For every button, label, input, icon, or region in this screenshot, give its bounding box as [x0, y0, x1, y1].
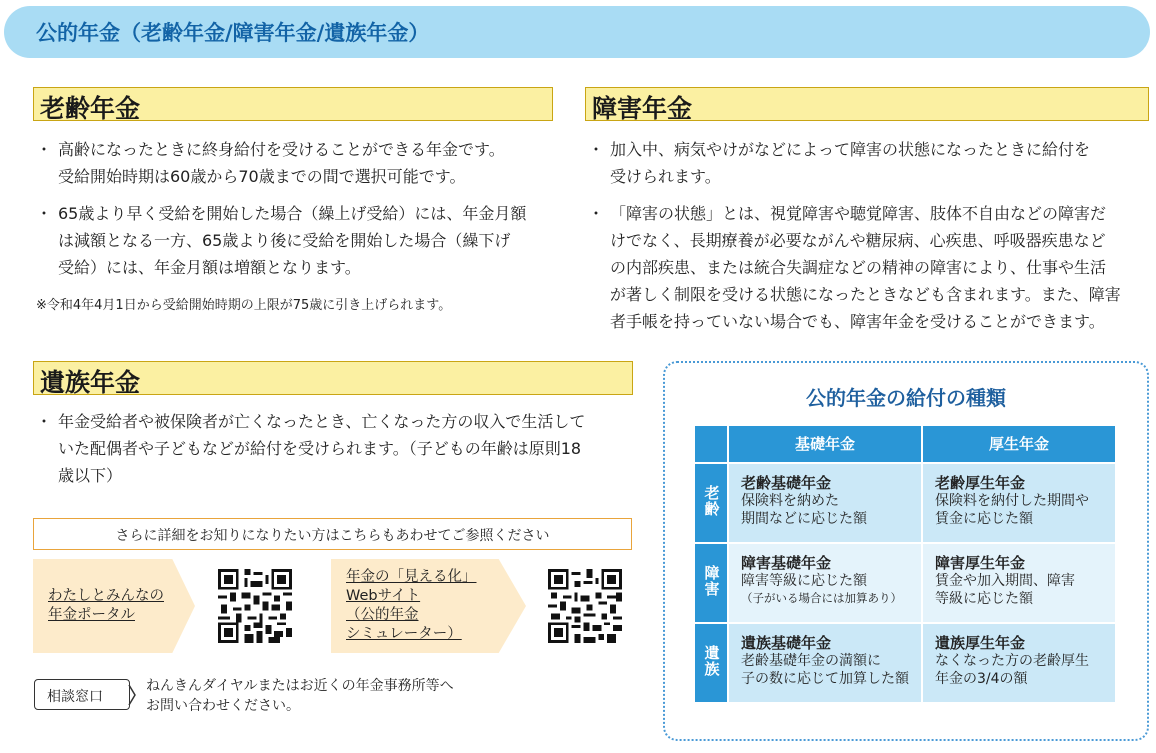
bullet-line: 高齢になったときに終身給付を受けることができる年金です。 — [58, 140, 505, 159]
consult-description — [146, 676, 454, 716]
table-cell-basic-survivor — [729, 624, 921, 702]
bullet-dot: ・ — [36, 204, 53, 223]
bullet-dot: ・ — [36, 412, 53, 431]
consult-line: ねんきんダイヤルまたはお近くの年金事務所等へ — [146, 678, 454, 694]
bullet-dot: ・ — [36, 140, 53, 159]
benefit-name: 障害基礎年金 — [741, 554, 832, 572]
link-pension-simulator[interactable] — [346, 568, 477, 644]
link-line: 年金の「見える化」 — [346, 569, 477, 585]
benefit-desc: 保険料を納めた — [741, 493, 839, 509]
benefits-table — [693, 424, 1117, 704]
bullet-line: いた配偶者や子どもなどが給付を受けられます。（子どもの年齢は原則18 — [58, 439, 582, 458]
benefit-name: 遺族厚生年金 — [935, 634, 1026, 652]
section-heading-label: 老齢年金 — [40, 94, 141, 123]
benefit-desc: 保険料を納付した期間や — [935, 493, 1089, 509]
bullet-line: 歳以下） — [58, 466, 123, 485]
bullet-line: 受給開始時期は60歳から70歳までの間で選択可能です。 — [58, 167, 466, 186]
old-age-note: ※令和4年4月1日から受給開始時期の上限が75歳に引き上げられます。 — [36, 298, 452, 313]
benefit-name: 遺族基礎年金 — [741, 634, 832, 652]
more-info-banner — [33, 518, 632, 550]
consult-line: お問い合わせください。 — [146, 698, 300, 714]
arrow-right-icon — [127, 683, 137, 707]
qr-code-icon[interactable] — [548, 569, 622, 643]
table-header-row — [695, 426, 1115, 462]
bullet-line: の内部疾患、または統合失調症などの精神の障害により、仕事や生活 — [610, 258, 1107, 277]
page-title: 公的年金（老齢年金/障害年金/遺族年金） — [36, 21, 430, 45]
link-line: （公的年金 — [346, 607, 419, 623]
bullet-line: 65歳より早く受給を開始した場合（繰上げ受給）には、年金月額 — [58, 204, 527, 223]
old-age-bullet-1 — [36, 136, 566, 190]
link-line: シミュレーター） — [346, 626, 462, 642]
row-header-disability: 障害 — [695, 544, 727, 622]
disability-bullet-1 — [588, 136, 1148, 190]
table-row — [695, 544, 1115, 622]
section-heading-label: 遺族年金 — [40, 368, 141, 397]
row-header-old-age: 老齢 — [695, 464, 727, 542]
benefit-desc: 賃金や加入期間、障害 — [935, 573, 1075, 589]
benefit-desc: なくなった方の老齢厚生 — [935, 653, 1089, 669]
row-header-survivor: 遺族 — [695, 624, 727, 702]
disability-bullet-2 — [588, 200, 1148, 336]
benefit-desc: 年金の3/4の額 — [935, 671, 1028, 687]
bullet-line: 年金受給者や被保険者が亡くなったとき、亡くなった方の収入で生活して — [58, 412, 586, 431]
table-cell-employee-disability — [923, 544, 1115, 622]
more-info-banner-text: さらに詳細をお知りになりたい方はこちらもあわせてご参照ください — [115, 528, 550, 544]
benefit-desc: 障害等級に応じた額 — [741, 573, 867, 589]
link-pension-portal[interactable] — [48, 587, 164, 625]
benefit-desc: 等級に応じた額 — [935, 591, 1033, 607]
bullet-line: けでなく、長期療養が必要ながんや糖尿病、心疾患、呼吸器疾患など — [610, 231, 1106, 250]
bullet-line: 「障害の状態」とは、視覚障害や聴覚障害、肢体不自由などの障害だ — [610, 204, 1107, 223]
consult-button[interactable] — [34, 679, 130, 710]
column-header: 厚生年金 — [923, 426, 1115, 462]
benefit-name: 障害厚生年金 — [935, 554, 1026, 572]
table-cell-employee-survivor — [923, 624, 1115, 702]
bullet-line: が著しく制限を受ける状態になったときなども含まれます。また、障害 — [610, 285, 1121, 304]
table-cell-employee-old-age — [923, 464, 1115, 542]
bullet-dot: ・ — [588, 204, 605, 223]
link-line: わたしとみんなの — [48, 588, 164, 604]
bullet-line: 受給）には、年金月額は増額となります。 — [58, 258, 361, 277]
survivor-bullet-1 — [36, 408, 636, 489]
table-corner — [695, 426, 727, 462]
bullet-dot: ・ — [588, 140, 605, 159]
table-cell-basic-old-age — [729, 464, 921, 542]
table-row — [695, 464, 1115, 542]
benefit-desc: 賃金に応じた額 — [935, 511, 1033, 527]
consult-button-label: 相談窓口 — [47, 689, 103, 705]
bullet-line: 受けられます。 — [610, 167, 721, 186]
link-line: Webサイト — [346, 588, 421, 604]
qr-code-icon[interactable] — [218, 569, 292, 643]
table-cell-basic-disability — [729, 544, 921, 622]
bullet-line: 加入中、病気やけがなどによって障害の状態になったときに給付を — [610, 140, 1091, 159]
benefit-desc: 老齢基礎年金の満額に — [741, 653, 881, 669]
benefit-note: （子がいる場合には加算あり） — [741, 591, 902, 605]
section-heading-survivor — [33, 361, 633, 395]
benefit-name: 老齢厚生年金 — [935, 474, 1026, 492]
benefits-panel-title: 公的年金の給付の種類 — [806, 386, 1006, 410]
column-header: 基礎年金 — [729, 426, 921, 462]
section-heading-label: 障害年金 — [592, 94, 693, 123]
bullet-line: は減額となる一方、65歳より後に受給を開始した場合（繰下げ — [58, 231, 511, 250]
bullet-line: 者手帳を持っていない場合でも、障害年金を受けることができます。 — [610, 312, 1105, 331]
old-age-bullet-2 — [36, 200, 566, 281]
benefit-desc: 期間などに応じた額 — [741, 511, 867, 527]
link-line: 年金ポータル — [48, 607, 135, 623]
benefit-desc: 子の数に応じて加算した額 — [741, 671, 909, 687]
benefit-name: 老齢基礎年金 — [741, 474, 832, 492]
section-heading-old-age — [33, 87, 553, 121]
table-row — [695, 624, 1115, 702]
section-heading-disability — [585, 87, 1149, 121]
